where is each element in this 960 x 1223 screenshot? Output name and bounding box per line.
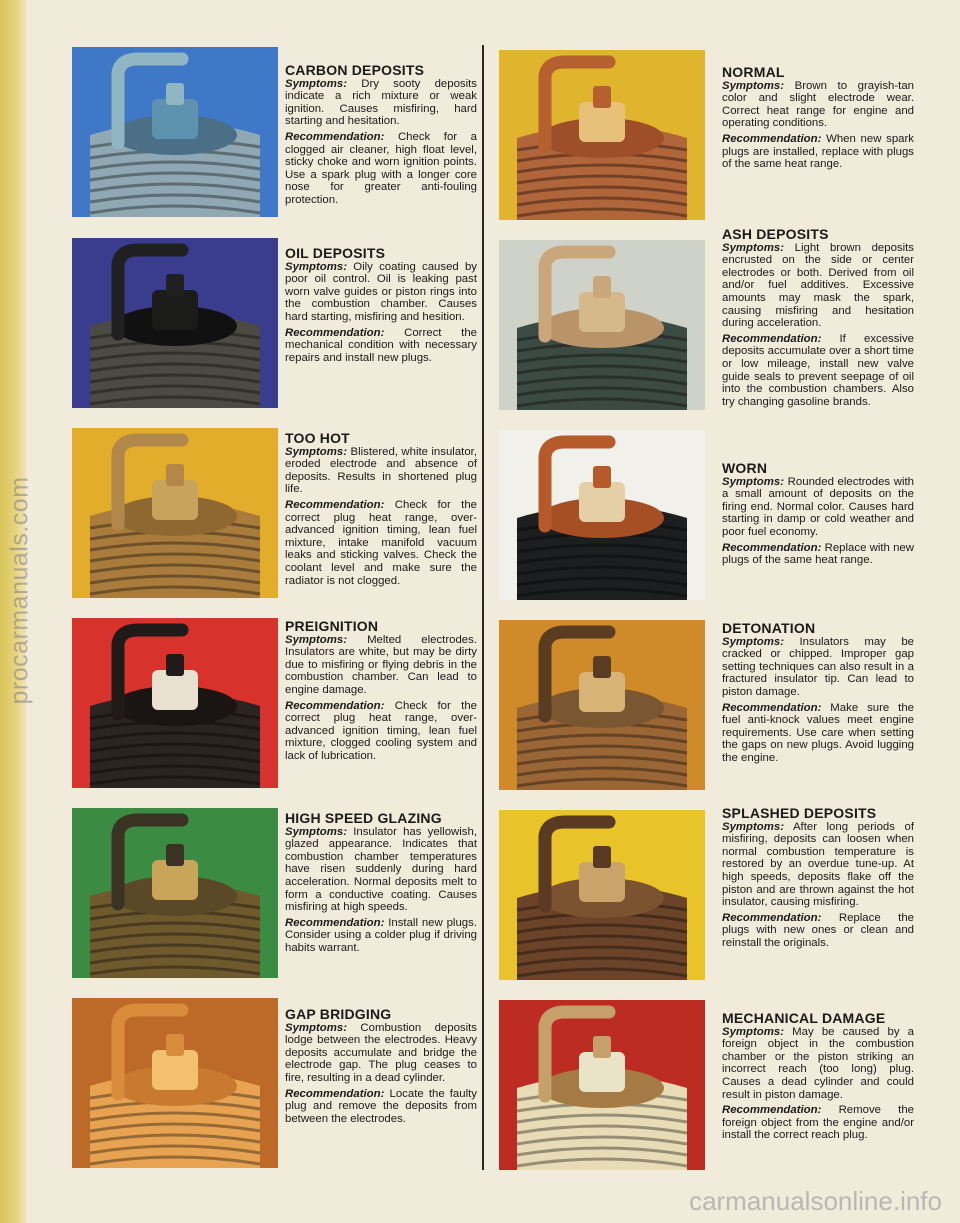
photo-too-hot: [72, 428, 278, 598]
center-electrode: [593, 86, 611, 108]
center-electrode: [593, 466, 611, 488]
entry-symptoms: [722, 636, 914, 699]
entry-detonation: [722, 622, 914, 768]
entry-preignition: [285, 620, 477, 766]
photo-detonation: [499, 620, 705, 790]
entry-recommendation: [722, 333, 914, 409]
recommendation-label: Recommendation:: [285, 699, 385, 712]
photo-gap-bridging: [72, 998, 278, 1168]
recommendation-text: Replace the plugs with new ones or clean and reinstall the originals.: [722, 911, 914, 949]
symptoms-label: Symptoms:: [722, 820, 785, 833]
center-electrode: [593, 276, 611, 298]
photo-normal: [499, 50, 705, 220]
center-electrode: [166, 83, 184, 105]
symptoms-text: Dry sooty deposits indicate a rich mixture or weak ignition. Causes misfiring, hard starting and hesitation.: [285, 77, 477, 128]
entry-symptoms: [722, 242, 914, 330]
entry-recommendation: [285, 1088, 477, 1126]
symptoms-label: Symptoms:: [285, 445, 348, 458]
entry-worn: [722, 462, 914, 570]
entry-normal: [722, 66, 914, 174]
entry-title: GAP BRIDGING: [285, 1006, 392, 1022]
entry-carbon-deposits: [285, 64, 477, 210]
recommendation-text: Remove the foreign object from the engine and/or install the correct reach plug.: [722, 1104, 914, 1142]
center-electrode: [593, 656, 611, 678]
recommendation-text: Check for the correct plug heat range, over-advanced ignition timing, lean fuel mixture, clogged cooling system and lack of lubrication.: [285, 699, 477, 762]
entry-title: SPLASHED DEPOSITS: [722, 805, 877, 821]
symptoms-label: Symptoms:: [285, 260, 348, 273]
symptoms-text: After long periods of misfiring, deposits can loosen when normal combustion temperature is restored by an overdue tune-up. At high speeds, deposits flake off the piston and are thrown against the hot insulator, causing misfiring.: [722, 820, 914, 909]
symptoms-label: Symptoms:: [285, 825, 348, 838]
center-electrode: [166, 844, 184, 866]
entry-recommendation: [285, 131, 477, 207]
symptoms-label: Symptoms:: [722, 635, 785, 648]
recommendation-label: Recommendation:: [722, 911, 822, 924]
entry-recommendation: [722, 912, 914, 950]
symptoms-text: Insulators may be cracked or chipped. Improper gap setting techniques can also result in a fractured insulator tip. Can lead to piston damage.: [722, 635, 914, 698]
entry-title: TOO HOT: [285, 430, 350, 446]
entry-oil-deposits: [285, 247, 477, 367]
recommendation-text: When new spark plugs are installed, replace with plugs of the same heat range.: [722, 132, 914, 171]
entry-symptoms: [285, 1022, 477, 1085]
entry-symptoms: [722, 821, 914, 909]
recommendation-text: Check for the correct plug heat range, over-advanced ignition timing, lean fuel mixture, intake manifold vacuum leaks and sticking valves. Check the coolant level and make sure the radiator is not clogged.: [285, 498, 477, 587]
center-electrode: [593, 1036, 611, 1058]
bottom-watermark: carmanualsonline.info: [689, 1186, 942, 1216]
center-electrode: [593, 846, 611, 868]
recommendation-text: Check for a clogged air cleaner, high float level, sticky choke and worn ignition points. Use a spark plug with a longer core nose for greater anti-fouling protection.: [285, 130, 477, 206]
entry-recommendation: [722, 133, 914, 171]
entry-gap-bridging: [285, 1008, 477, 1128]
photo-high-speed-glazing: [72, 808, 278, 978]
entry-symptoms: [285, 261, 477, 324]
symptoms-text: Oily coating caused by poor oil control. Oil is leaking past worn valve guides or piston rings into the combustion chamber. Causes hard starting, misfiring and hesition.: [285, 260, 477, 323]
symptoms-label: Symptoms:: [722, 79, 785, 92]
photo-worn: [499, 430, 705, 600]
entry-mechanical-damage: [722, 1012, 914, 1145]
recommendation-text: Install new plugs. Consider using a colder plug if driving habits warrant.: [285, 916, 477, 954]
entry-title: DETONATION: [722, 620, 816, 636]
symptoms-label: Symptoms:: [285, 1021, 348, 1034]
photo-preignition: [72, 618, 278, 788]
recommendation-text: Locate the faulty plug and remove the deposits from between the electrodes.: [285, 1087, 477, 1125]
symptoms-text: Rounded electrodes with a small amount of deposits on the firing end. Normal color. Causes hard starting in damp or cold weather and poor fuel economy.: [722, 475, 914, 538]
symptoms-text: Insulator has yellowish, glazed appearance. Indicates that combustion chamber temperatures have risen suddenly during hard acceleration. Normal deposits melt to form a conductive coating. Causes misfiring at high speeds.: [285, 825, 478, 914]
entry-high-speed-glazing: [285, 812, 477, 958]
recommendation-label: Recommendation:: [722, 332, 822, 345]
recommendation-text: Make sure the fuel anti-knock values meet engine requirements. Use care when setting the gaps on new plugs. Avoid lugging the engine.: [722, 701, 914, 764]
center-electrode: [166, 654, 184, 676]
symptoms-text: Light brown deposits encrusted on the side or center electrodes or both. Derived from oil and/or fuel additives. Excessive amounts may mask the spark, causing misfiring and hesitation during acceleration.: [722, 241, 914, 330]
symptoms-text: Melted electrodes. Insulators are white, but may be dirty due to misfiring or flying debris in the combustion chamber. Can lead to engine damage.: [285, 633, 477, 696]
entry-symptoms: [722, 1026, 914, 1102]
side-watermark-text: procarmanuals.com: [5, 475, 34, 705]
entry-title: WORN: [722, 460, 768, 476]
recommendation-text: Correct the mechanical condition with necessary repairs and install new plugs.: [285, 326, 478, 364]
center-electrode: [166, 464, 184, 486]
entry-recommendation: [285, 917, 477, 955]
recommendation-label: Recommendation:: [285, 498, 385, 511]
symptoms-label: Symptoms:: [285, 633, 348, 646]
symptoms-label: Symptoms:: [285, 77, 348, 90]
symptoms-text: May be caused by a foreign object in the combustion chamber or the piston striking an incorrect reach (too long) plug. Causes a dead cylinder and could result in piston damage.: [722, 1025, 914, 1101]
symptoms-label: Symptoms:: [722, 241, 785, 254]
recommendation-label: Recommendation:: [722, 132, 822, 145]
recommendation-text: If excessive deposits accumulate over a short time or low mileage, install new valve guide seals to prevent seepage of oil into the combustion chambers. Also try changing gasoline brands.: [722, 332, 914, 408]
symptoms-text: Combustion deposits lodge between the electrodes. Heavy deposits accumulate and bridge the electrode gap. The plug ceases to fire, resulting in a dead cylinder.: [285, 1021, 478, 1084]
recommendation-text: Replace with new plugs of the same heat range.: [722, 541, 914, 567]
center-electrode: [166, 274, 184, 296]
recommendation-label: Recommendation:: [722, 701, 822, 714]
entry-recommendation: [722, 702, 914, 765]
entry-symptoms: [285, 446, 477, 496]
photo-mechanical-damage: [499, 1000, 705, 1170]
entry-symptoms: [285, 78, 477, 128]
photo-ash-deposits: [499, 240, 705, 410]
entry-symptoms: [722, 80, 914, 130]
entry-title: PREIGNITION: [285, 618, 379, 634]
symptoms-text: Blistered, white insulator, eroded electrode and absence of deposits. Results in shortened plug life.: [285, 445, 477, 496]
entry-title: HIGH SPEED GLAZING: [285, 810, 442, 826]
center-electrode: [166, 1034, 184, 1056]
entry-recommendation: [722, 542, 914, 567]
recommendation-label: Recommendation:: [285, 1087, 385, 1100]
entry-title: OIL DEPOSITS: [285, 245, 386, 261]
recommendation-label: Recommendation:: [722, 1104, 822, 1117]
side-watermark: [0, 400, 40, 780]
recommendation-label: Recommendation:: [285, 130, 385, 143]
entry-title: MECHANICAL DAMAGE: [722, 1010, 886, 1026]
recommendation-label: Recommendation:: [722, 541, 822, 554]
entry-title: ASH DEPOSITS: [722, 226, 829, 242]
entry-recommendation: [285, 327, 477, 365]
column-divider: [482, 45, 484, 1170]
entry-title: NORMAL: [722, 64, 785, 80]
entry-title: CARBON DEPOSITS: [285, 62, 425, 78]
photo-carbon-deposits: [72, 47, 278, 217]
symptoms-label: Symptoms:: [722, 1025, 785, 1038]
entry-recommendation: [285, 700, 477, 763]
entry-splashed-deposits: [722, 807, 914, 953]
symptoms-text: Brown to grayish-tan color and slight electrode wear. Correct heat range for engine and operating conditions.: [722, 79, 914, 130]
entry-ash-deposits: [722, 228, 914, 411]
entry-too-hot: [285, 432, 477, 590]
entry-recommendation: [722, 1104, 914, 1142]
photo-oil-deposits: [72, 238, 278, 408]
photo-splashed-deposits: [499, 810, 705, 980]
entry-recommendation: [285, 499, 477, 587]
recommendation-label: Recommendation:: [285, 326, 385, 339]
recommendation-label: Recommendation:: [285, 916, 385, 929]
symptoms-label: Symptoms:: [722, 475, 785, 488]
entry-symptoms: [722, 476, 914, 539]
entry-symptoms: [285, 826, 477, 914]
entry-symptoms: [285, 634, 477, 697]
